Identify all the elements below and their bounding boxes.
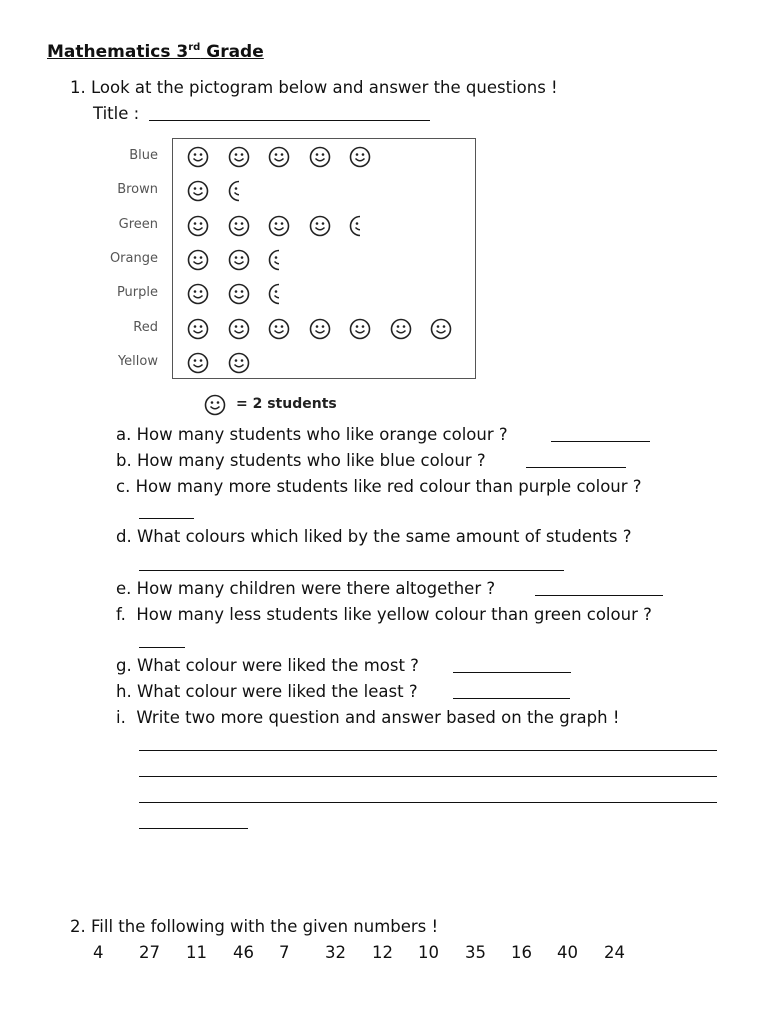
- question-text: Look at the pictogram below and answer the questions !: [91, 78, 558, 97]
- number-item: 12: [372, 943, 393, 962]
- smiley-icon: [187, 146, 209, 168]
- half-smiley-icon: [268, 249, 279, 271]
- smiley-icon: [228, 249, 250, 271]
- answer-line-1i-2: [139, 776, 717, 777]
- question-1i: i. Write two more question and answer based on the graph !: [116, 708, 620, 727]
- number-item: 4: [93, 943, 104, 962]
- half-smiley-icon: [349, 215, 360, 237]
- number-item: 40: [557, 943, 578, 962]
- question-1g: g. What colour were liked the most ?: [116, 656, 419, 675]
- smiley-icon: [228, 352, 250, 374]
- pictogram-frame: [172, 138, 476, 379]
- smiley-icon: [187, 180, 209, 202]
- answer-line-1e: [535, 595, 663, 596]
- question-1e: e. How many children were there altogether ?: [116, 579, 496, 598]
- answer-line-1i-4: [139, 828, 248, 829]
- smiley-icon: [187, 318, 209, 340]
- category-label-orange: Orange: [109, 250, 158, 266]
- smiley-icon: [349, 146, 371, 168]
- smiley-icon: [309, 215, 331, 237]
- number-item: 24: [604, 943, 625, 962]
- number-item: 10: [418, 943, 439, 962]
- pictogram-key: = 2 students: [236, 396, 337, 412]
- number-item: 7: [279, 943, 290, 962]
- question-number: 1.: [70, 78, 86, 97]
- smiley-icon: [268, 215, 290, 237]
- number-item: 46: [233, 943, 254, 962]
- answer-line-1g: [453, 672, 571, 673]
- answer-line-1c: [139, 518, 194, 519]
- question-1h: h. What colour were liked the least ?: [116, 682, 418, 701]
- smiley-icon: [390, 318, 412, 340]
- smiley-icon: [228, 318, 250, 340]
- half-smiley-icon: [228, 180, 239, 202]
- smiley-icon: [228, 215, 250, 237]
- question-1a: a. How many students who like orange colour ?: [116, 425, 508, 444]
- answer-line-1h: [453, 698, 570, 699]
- question-1b: b. How many students who like blue colour ?: [116, 451, 486, 470]
- category-label-blue: Blue: [129, 148, 158, 163]
- title-answer-line: [149, 120, 430, 121]
- answer-line-1i-1: [139, 750, 717, 751]
- question-2: [70, 917, 438, 936]
- category-label-green: Green: [118, 216, 158, 232]
- answer-line-1i-3: [139, 802, 717, 803]
- smiley-icon: [268, 146, 290, 168]
- smiley-icon: [228, 146, 250, 168]
- key-smiley-icon: [204, 394, 226, 416]
- number-item: 11: [186, 943, 207, 962]
- category-label-purple: Purple: [116, 285, 158, 301]
- smiley-icon: [187, 283, 209, 305]
- smiley-icon: [187, 215, 209, 237]
- number-item: 27: [139, 943, 160, 962]
- smiley-icon: [228, 283, 250, 305]
- question-1: [70, 78, 558, 97]
- smiley-icon: [349, 318, 371, 340]
- question-1d: d. What colours which liked by the same amount of students ?: [116, 527, 632, 546]
- title-label: Title :: [93, 104, 140, 123]
- answer-line-1a: [551, 441, 650, 442]
- category-label-brown: Brown: [117, 182, 158, 198]
- smiley-icon: [187, 249, 209, 271]
- question-1c: c. How many more students like red colour than purple colour ?: [116, 477, 642, 496]
- answer-line-1f: [139, 647, 185, 648]
- smiley-icon: [187, 352, 209, 374]
- number-item: 35: [465, 943, 486, 962]
- page-title: Mathematics 3rd Grade: [47, 42, 264, 62]
- number-item: 32: [325, 943, 346, 962]
- question-number: 2.: [70, 917, 86, 936]
- answer-line-1d: [139, 570, 564, 571]
- half-smiley-icon: [268, 283, 279, 305]
- smiley-icon: [268, 318, 290, 340]
- title-field: [93, 104, 139, 123]
- smiley-icon: [430, 318, 452, 340]
- smiley-icon: [309, 318, 331, 340]
- category-label-yellow: Yellow: [117, 353, 158, 369]
- number-item: 16: [511, 943, 532, 962]
- question-text: Fill the following with the given numbers !: [91, 917, 439, 936]
- answer-line-1b: [526, 467, 626, 468]
- smiley-icon: [309, 146, 331, 168]
- category-label-red: Red: [133, 319, 158, 335]
- question-1f: f. How many less students like yellow colour than green colour ?: [116, 605, 652, 624]
